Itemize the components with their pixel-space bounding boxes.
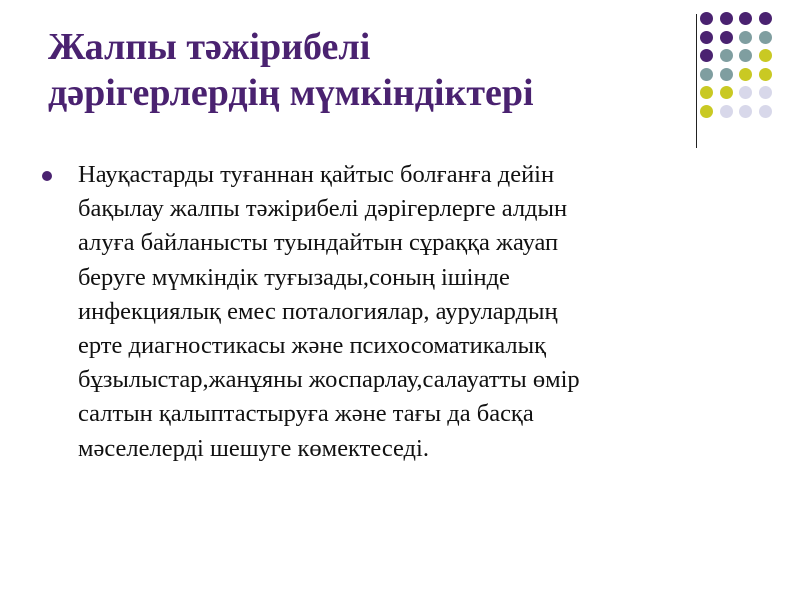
bullet-line: бұзылыстар,жанұяны жоспарлау,салауатты өмір	[78, 366, 580, 394]
decorative-dot	[759, 68, 772, 81]
bullet-line: беруге мүмкіндік туғызады,соның ішінде	[78, 263, 510, 291]
decorative-dot	[700, 31, 713, 44]
bullet-text	[78, 158, 740, 466]
decorative-dot	[700, 12, 713, 25]
decorative-dot	[759, 31, 772, 44]
bullet-line: алуға байланысты туындайтын сұраққа жауап	[78, 229, 559, 257]
decorative-dot	[720, 31, 733, 44]
decorative-dot	[759, 105, 772, 118]
decorative-dot	[759, 12, 772, 25]
vertical-divider	[696, 14, 697, 148]
decorative-dot	[739, 12, 752, 25]
decorative-dot	[739, 105, 752, 118]
bullet-line: мәселелерді шешуге көмектеседі.	[78, 434, 429, 462]
decorative-dot	[720, 12, 733, 25]
decorative-dot	[700, 68, 713, 81]
decorative-dot	[700, 86, 713, 99]
decorative-dot	[700, 49, 713, 62]
decorative-dot	[739, 49, 752, 62]
decorative-dot	[720, 68, 733, 81]
decorative-dot	[700, 105, 713, 118]
bullet-line: Науқастарды туғаннан қайтыс болғанға дейін	[78, 161, 555, 188]
bullet-line: салтын қалыптастыруға және тағы да басқа	[78, 400, 534, 428]
bullet-dot-icon	[42, 171, 52, 181]
decorative-dot	[739, 31, 752, 44]
decorative-dot	[759, 86, 772, 99]
title-line-2: дәрігерлердің мүмкіндіктері	[48, 72, 534, 114]
decorative-dot	[739, 86, 752, 99]
decorative-dot-grid	[699, 12, 799, 130]
slide-content	[40, 158, 740, 466]
bullet-item	[40, 158, 740, 466]
bullet-line: бақылау жалпы тәжірибелі дәрігерлерге алдын	[78, 195, 568, 223]
decorative-dot	[720, 86, 733, 99]
bullet-line: ерте диагностикасы және психосоматикалық	[78, 332, 546, 360]
bullet-line: инфекциялық емес поталогиялар, аурулардың	[78, 297, 558, 325]
decorative-dot	[720, 49, 733, 62]
slide-title	[48, 24, 668, 116]
decorative-dot	[739, 68, 752, 81]
decorative-dot	[759, 49, 772, 62]
decorative-dot	[720, 105, 733, 118]
title-line-1: Жалпы тәжірибелі	[48, 26, 371, 68]
